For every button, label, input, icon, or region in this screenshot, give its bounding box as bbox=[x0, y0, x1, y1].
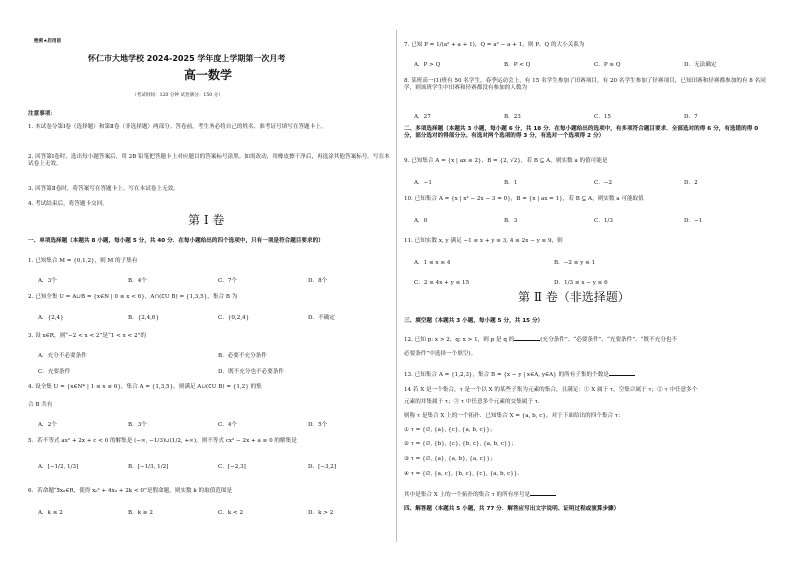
q14-option-1: ① τ = {∅, {a}, {c}, {a, b, c}}； bbox=[404, 427, 496, 433]
question-1: 1. 已知集合 M = {0,1,2}，则 M 的子集有 bbox=[28, 258, 138, 264]
q3-option-b[interactable]: B．必要不充分条件 bbox=[218, 353, 267, 359]
q12-answer-blank[interactable] bbox=[514, 335, 540, 341]
question-5: 5．若不等式 ax² + 2x + c < 0 的解集是 (−∞, −1/3)∪(1/2, +∞)，则不等式 cx² − 2x + a ≤ 0 的解集是 bbox=[28, 438, 297, 444]
q3-option-a[interactable]: A．充分不必要条件 bbox=[38, 353, 87, 359]
q9-option-d[interactable]: D．2 bbox=[684, 180, 698, 186]
q14-line-1: 14 若 X 是一个集合，τ 是一个以 X 的某些子集为元素的集合，且满足：① X 属于 τ，空集∅属于 τ；② τ 中任意多个 bbox=[404, 387, 698, 393]
question-3: 3. 设 x∈R，则“−2 < x < 2”是“1 < x < 2”的 bbox=[28, 333, 147, 339]
q10-option-c[interactable]: C．1/3 bbox=[594, 218, 613, 224]
part2-title: 第 Ⅱ 卷（非选择题） bbox=[518, 290, 630, 304]
school-title: 怀仁市大地学校 2024-2025 学年度上学期第一次月考 bbox=[88, 54, 286, 63]
q4-option-b[interactable]: B．3个 bbox=[128, 422, 147, 428]
question-7: 7. 已知 P = 1/(a² + a + 1)，Q = a² − a + 1，则 P、Q 的大小关系为 bbox=[404, 42, 585, 48]
q7-option-d[interactable]: D．无法确定 bbox=[684, 62, 717, 68]
question-13 bbox=[404, 370, 635, 379]
note-4: 4. 考试结束后，将答题卡交回。 bbox=[28, 201, 108, 207]
q14-option-4: ④ τ = {∅, {a, c}, {b, c}, {c}, {a, b, c}}． bbox=[404, 471, 523, 477]
q5-option-b[interactable]: B．[−1/3, 1/2] bbox=[128, 464, 169, 470]
q10-option-d[interactable]: D．−1 bbox=[684, 218, 703, 224]
q4-option-d[interactable]: D．5个 bbox=[308, 422, 328, 428]
question-6: 6．若命题“∃x₀∈R，使得 x₀² + 4x₀ + 2k < 0”是假命题，则实数 k 的取值范围是 bbox=[28, 488, 233, 494]
q5-option-d[interactable]: D．[−3,2] bbox=[308, 464, 337, 470]
q14-answer-blank[interactable] bbox=[530, 490, 556, 496]
q2-option-a[interactable]: A．{2,4} bbox=[38, 315, 64, 321]
exam-info: （考试时间：120 分钟 试卷满分：150 分） bbox=[132, 93, 223, 98]
left-column bbox=[28, 0, 390, 562]
q7-option-b[interactable]: B．P < Q bbox=[504, 62, 531, 68]
q11-option-b[interactable]: B．−2 ≤ y ≤ 1 bbox=[554, 260, 596, 266]
q11-option-d[interactable]: D．1/3 ≤ x − y ≤ 6 bbox=[554, 280, 608, 286]
q4-option-c[interactable]: C．4个 bbox=[218, 422, 238, 428]
note-3: 3. 回答第Ⅱ卷时，将答案写在答题卡上。写在本试卷上无效。 bbox=[28, 186, 179, 192]
note-1: 1. 本试卷分第Ⅰ卷（选择题）和第Ⅱ卷（非选择题）两部分。答卷前，考生务必将自己的姓名、准考证号填写在答题卡上。 bbox=[28, 124, 327, 130]
q9-option-c[interactable]: C．−2 bbox=[594, 180, 613, 186]
q13-answer-blank[interactable] bbox=[609, 370, 635, 376]
q7-option-a[interactable]: A．P > Q bbox=[414, 62, 441, 68]
q6-option-b[interactable]: B．k ≥ 2 bbox=[128, 510, 153, 516]
question-11: 11. 已知实数 x, y 满足 −1 ≤ x + y ≤ 3, 4 ≤ 2x − y ≤ 9，则 bbox=[404, 238, 563, 244]
q2-option-d[interactable]: D．不确定 bbox=[308, 315, 335, 321]
q14-question-text: 其中是集合 X 上的一个拓扑的集合 τ 的所有序号是 bbox=[404, 492, 531, 498]
part1-instructions: 一、单项选择题（本题共 8 小题，每小题 5 分，共 40 分．在每小题给出的四个选项中，只有一项是符合题目要求的） bbox=[28, 238, 324, 244]
q8-option-b[interactable]: B．23 bbox=[504, 114, 521, 120]
subject-title: 高一数学 bbox=[184, 68, 233, 82]
q11-option-c[interactable]: C．2 ≤ 4x + y ≤ 15 bbox=[414, 280, 470, 286]
fill-instructions: 三、填空题（本题共 3 小题，每小题 5 分，共 15 分） bbox=[404, 318, 544, 324]
q9-option-b[interactable]: B．1 bbox=[504, 180, 518, 186]
q14-option-2: ② τ = {∅, {b}, {c}, {b, c}, {a, b, c}}； bbox=[404, 441, 517, 447]
q11-option-a[interactable]: A．1 ≤ x ≤ 4 bbox=[414, 260, 451, 266]
q12-text-a: 12. 已知 p: x > 2，q: x > 1，则 p 是 q 的 bbox=[404, 337, 515, 343]
q8-option-d[interactable]: D．7 bbox=[684, 114, 698, 120]
q6-option-a[interactable]: A．k ≤ 2 bbox=[38, 510, 63, 516]
q5-option-a[interactable]: A．[−1/2, 1/3] bbox=[38, 464, 79, 470]
multi-instructions: 二、多项选择题（本题共 3 小题，每小题 6 分，共 18 分．在每小题给出的选项中，有多项符合题目要求．全部选对的得 6 分，有选错的得 0 分，部分选对的得部分分。有选对两个选项的得 3 分，有选对一个选项得 2 分） bbox=[404, 126, 759, 139]
q10-option-b[interactable]: B．3 bbox=[504, 218, 518, 224]
notes-heading: 注意事项： bbox=[28, 111, 56, 117]
q9-option-a[interactable]: A．−1 bbox=[414, 180, 432, 186]
q5-option-c[interactable]: C．[−2,3] bbox=[218, 464, 246, 470]
question-10: 10. 已知集合 A = {x | x² − 2x − 3 = 0}，B = {x | ax = 1}，若 B ⊆ A，则实数 a 可能取值 bbox=[404, 196, 644, 202]
q1-option-c[interactable]: C．7个 bbox=[218, 278, 238, 284]
question-4: 4. 设全集 U = {x∈N* | 1 ≤ x ≤ 6}，集合 A = {1,3,5}，则满足 A∪(∁U B) = {1,2} 的集 bbox=[28, 384, 262, 390]
secret-label: 绝密★启用前 bbox=[34, 39, 62, 44]
q7-option-c[interactable]: C．P ≤ Q bbox=[594, 62, 621, 68]
part1-title: 第 Ⅰ 卷 bbox=[188, 213, 225, 227]
question-9: 9. 已知集合 A = {x | ax ≤ 2}，B = {2, √2}，若 B ⊆ A，则实数 a 的值可能是 bbox=[404, 158, 608, 164]
note-2: 2. 回答第Ⅰ卷时，选出每小题答案后，用 2B 铅笔把答题卡上对应题目的答案标号涂黑。如需改动，用橡皮擦干净后，再选涂其他答案标号。写在本试卷上无效。 bbox=[28, 154, 390, 167]
q8-option-a[interactable]: A．27 bbox=[414, 114, 431, 120]
q8-option-c[interactable]: C．15 bbox=[594, 114, 611, 120]
q1-option-b[interactable]: B．4个 bbox=[128, 278, 147, 284]
question-12-cont: 必要条件”中选择一个填空)。 bbox=[404, 351, 477, 357]
question-12 bbox=[404, 335, 677, 344]
q4-option-a[interactable]: A．2个 bbox=[38, 422, 57, 428]
q14-line-3: 则称 τ 是集合 X 上的一个拓扑．已知集合 X = {a, b, c}，对于下面给出的四个集合 τ： bbox=[404, 413, 624, 419]
q2-option-b[interactable]: B．{2,4,6} bbox=[128, 315, 160, 321]
column-divider bbox=[396, 30, 397, 542]
question-2: 2. 已知全集 U = A∪B = {x∈N | 0 ≤ x < 6}，A∩(∁U B) = {1,3,5}，集合 B 为 bbox=[28, 294, 238, 300]
q3-option-c[interactable]: C．充要条件 bbox=[38, 369, 71, 375]
q14-question bbox=[404, 490, 556, 499]
q1-option-a[interactable]: A．3个 bbox=[38, 278, 57, 284]
q10-option-a[interactable]: A．0 bbox=[414, 218, 428, 224]
q14-option-3: ③ τ = {∅, {a}, {a, b}, {a, c}}； bbox=[404, 456, 496, 462]
q6-option-c[interactable]: C．k < 2 bbox=[218, 510, 244, 516]
q14-line-2: 元素的并集属于 τ；③ τ 中任意多个元素的交集属于 τ． bbox=[404, 399, 544, 405]
q1-option-d[interactable]: D．8个 bbox=[308, 278, 328, 284]
q3-option-d[interactable]: D．既不充分也不必要条件 bbox=[218, 369, 285, 375]
right-column bbox=[404, 0, 770, 562]
question-8: 8. 某班高一(1)班有 50 名学生，春季运动会上，有 15 名学生参加了田赛项目，有 20 名学生参加了径赛项目，已知田赛和径赛都参加的有 8 名同学，则该班学生中田赛和径赛都没有参加的人数为 bbox=[404, 78, 766, 91]
q12-text-b: (充分条件”、“必要条件”、“充要条件”、“既不充分也不 bbox=[540, 337, 678, 343]
q2-option-c[interactable]: C．{0,2,4} bbox=[218, 315, 250, 321]
answer-instructions: 四、解答题（本题共 5 小题，共 77 分．解答应写出文字说明、证明过程或演算步骤） bbox=[404, 506, 620, 512]
q13-text: 13. 已知集合 A = {1,2,3}，集合 B = {x − y | x∈A, y∈A} 的所有子集的个数是 bbox=[404, 372, 609, 378]
q6-option-d[interactable]: D．k > 2 bbox=[308, 510, 334, 516]
question-4-cont: 合 B 共有 bbox=[28, 402, 53, 408]
